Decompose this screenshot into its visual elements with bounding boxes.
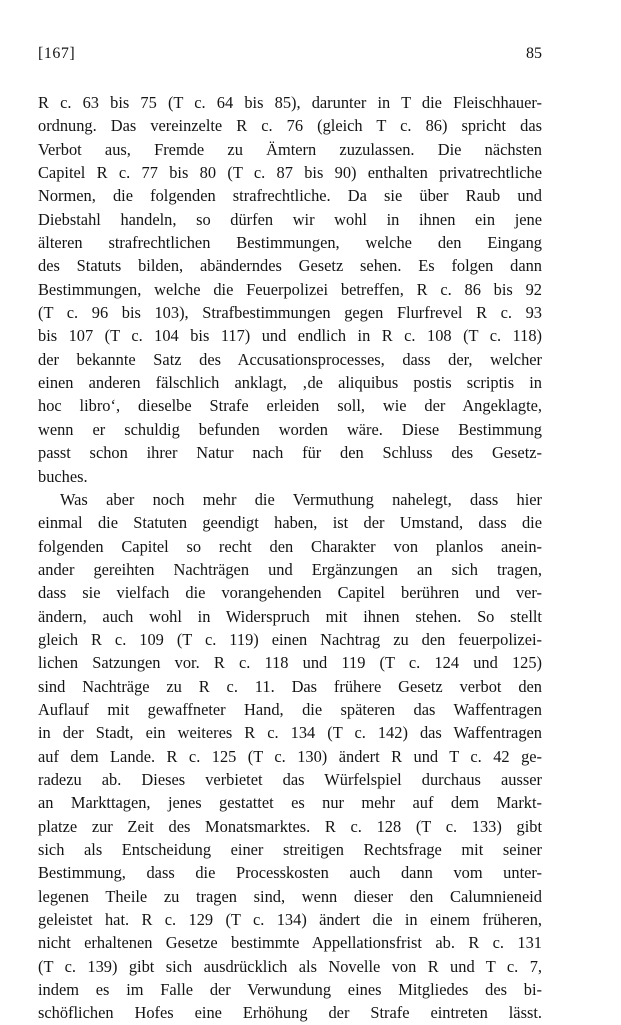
text-line: einen anderen fälschlich anklagt, ‚de aliquibus postis scriptis in bbox=[38, 373, 542, 393]
text-line: an Markttagen, jenes gestattet es nur mehr auf dem Markt- bbox=[38, 793, 542, 813]
text-line: radezu ab. Dieses verbietet das Würfelspiel durchaus ausser bbox=[38, 769, 542, 789]
text-line: sich als Entscheidung einer streitigen Rechtsfrage mit seiner bbox=[38, 840, 542, 859]
text-line: Diebstahl handeln, so dürfen wir wohl in ihnen ein jene bbox=[38, 209, 542, 229]
text-line: bis 107 (T c. 104 bis 117) und endlich in R c. 108 (T c. 118) bbox=[38, 326, 542, 346]
text-line: des Statuts bilden, abänderndes Gesetz sehen. Es folgen dann bbox=[38, 256, 542, 276]
text-line: passt schon ihrer Natur nach für den Schluss des Gesetz- bbox=[38, 443, 542, 463]
text-line: ander gereihten Nachträgen und Ergänzungen an sich tragen, bbox=[38, 559, 542, 579]
text-line: auf dem Lande. R c. 125 (T c. 130) ändert R und T c. 42 ge- bbox=[38, 746, 542, 766]
text-line: legenen Theile zu tragen sind, wenn dieser den Calumnieneid bbox=[38, 886, 542, 906]
text-line: wenn er schuldig befunden worden wäre. Diese Bestimmung bbox=[38, 419, 542, 439]
text-line: lichen Satzungen vor. R c. 118 und 119 (T c. 124 und 125) bbox=[38, 653, 542, 673]
text-line: platze zur Zeit des Monatsmarktes. R c. 128 (T c. 133) gibt bbox=[38, 816, 542, 836]
body-text bbox=[38, 91, 542, 1025]
text-line: der bekannte Satz des Accusationsprocesses, dass der, welcher bbox=[38, 349, 542, 369]
text-line: gleich R c. 109 (T c. 119) einen Nachtrag zu den feuerpolizei- bbox=[38, 629, 542, 649]
text-line: dass sie vielfach die vorangehenden Capitel berühren und ver- bbox=[38, 583, 542, 603]
text-line: geleistet hat. R c. 129 (T c. 134) ändert die in einem früheren, bbox=[38, 910, 542, 930]
text-line: indem es im Falle der Verwundung eines Mitgliedes des bi- bbox=[38, 980, 542, 1000]
paragraph-start-line: Was aber noch mehr die Vermuthung nahelegt, dass hier bbox=[60, 489, 542, 509]
text-line: Normen, die folgenden strafrechtliche. Da sie über Raub und bbox=[38, 186, 542, 206]
text-line: hoc libro‘, dieselbe Strafe erleiden soll, wie der Angeklagte, bbox=[38, 396, 542, 416]
text-line: älteren strafrechtlichen Bestimmungen, welche den Eingang bbox=[38, 233, 542, 253]
text-line: R c. 63 bis 75 (T c. 64 bis 85), darunter in T die Fleischhauer- bbox=[38, 93, 542, 112]
section-reference: [167] bbox=[38, 45, 76, 62]
text-line: folgenden Capitel so recht den Charakter von planlos anein- bbox=[38, 536, 542, 556]
text-line: nicht erhaltenen Gesetze bestimmte Appellationsfrist ab. R c. 131 bbox=[38, 933, 542, 953]
text-line: Verbot aus, Fremde zu Ämtern zuzulassen. Die nächsten bbox=[38, 139, 542, 159]
text-line: in der Stadt, ein weiteres R c. 134 (T c. 142) das Waffentragen bbox=[38, 723, 542, 743]
text-line: einmal die Statuten geendigt haben, ist der Umstand, dass die bbox=[38, 513, 542, 533]
text-line: ordnung. Das vereinzelte R c. 76 (gleich T c. 86) spricht das bbox=[38, 116, 542, 136]
text-line: Bestimmungen, welche die Feuerpolizei betreffen, R c. 86 bis 92 bbox=[38, 279, 542, 299]
text-line: (T c. 96 bis 103), Strafbestimmungen gegen Flurfrevel R c. 93 bbox=[38, 303, 542, 323]
running-header bbox=[38, 45, 542, 69]
text-line: Bestimmung, dass die Processkosten auch dann vom unter- bbox=[38, 863, 542, 883]
text-line: sind Nachträge zu R c. 11. Das frühere Gesetz verbot den bbox=[38, 676, 542, 696]
page-number: 85 bbox=[526, 45, 542, 62]
text-line: (T c. 139) gibt sich ausdrücklich als Novelle von R und T c. 7, bbox=[38, 956, 542, 976]
text-line: schöflichen Hofes eine Erhöhung der Strafe eintreten lässt. bbox=[38, 1003, 542, 1023]
text-line: Auflauf mit gewaffneter Hand, die späteren das Waffentragen bbox=[38, 699, 542, 719]
text-line: ändern, auch wohl in Widerspruch mit ihnen stehen. So stellt bbox=[38, 606, 542, 626]
text-line: Capitel R c. 77 bis 80 (T c. 87 bis 90) enthalten privatrechtliche bbox=[38, 163, 542, 183]
paragraph-end-line: buches. bbox=[38, 466, 88, 486]
